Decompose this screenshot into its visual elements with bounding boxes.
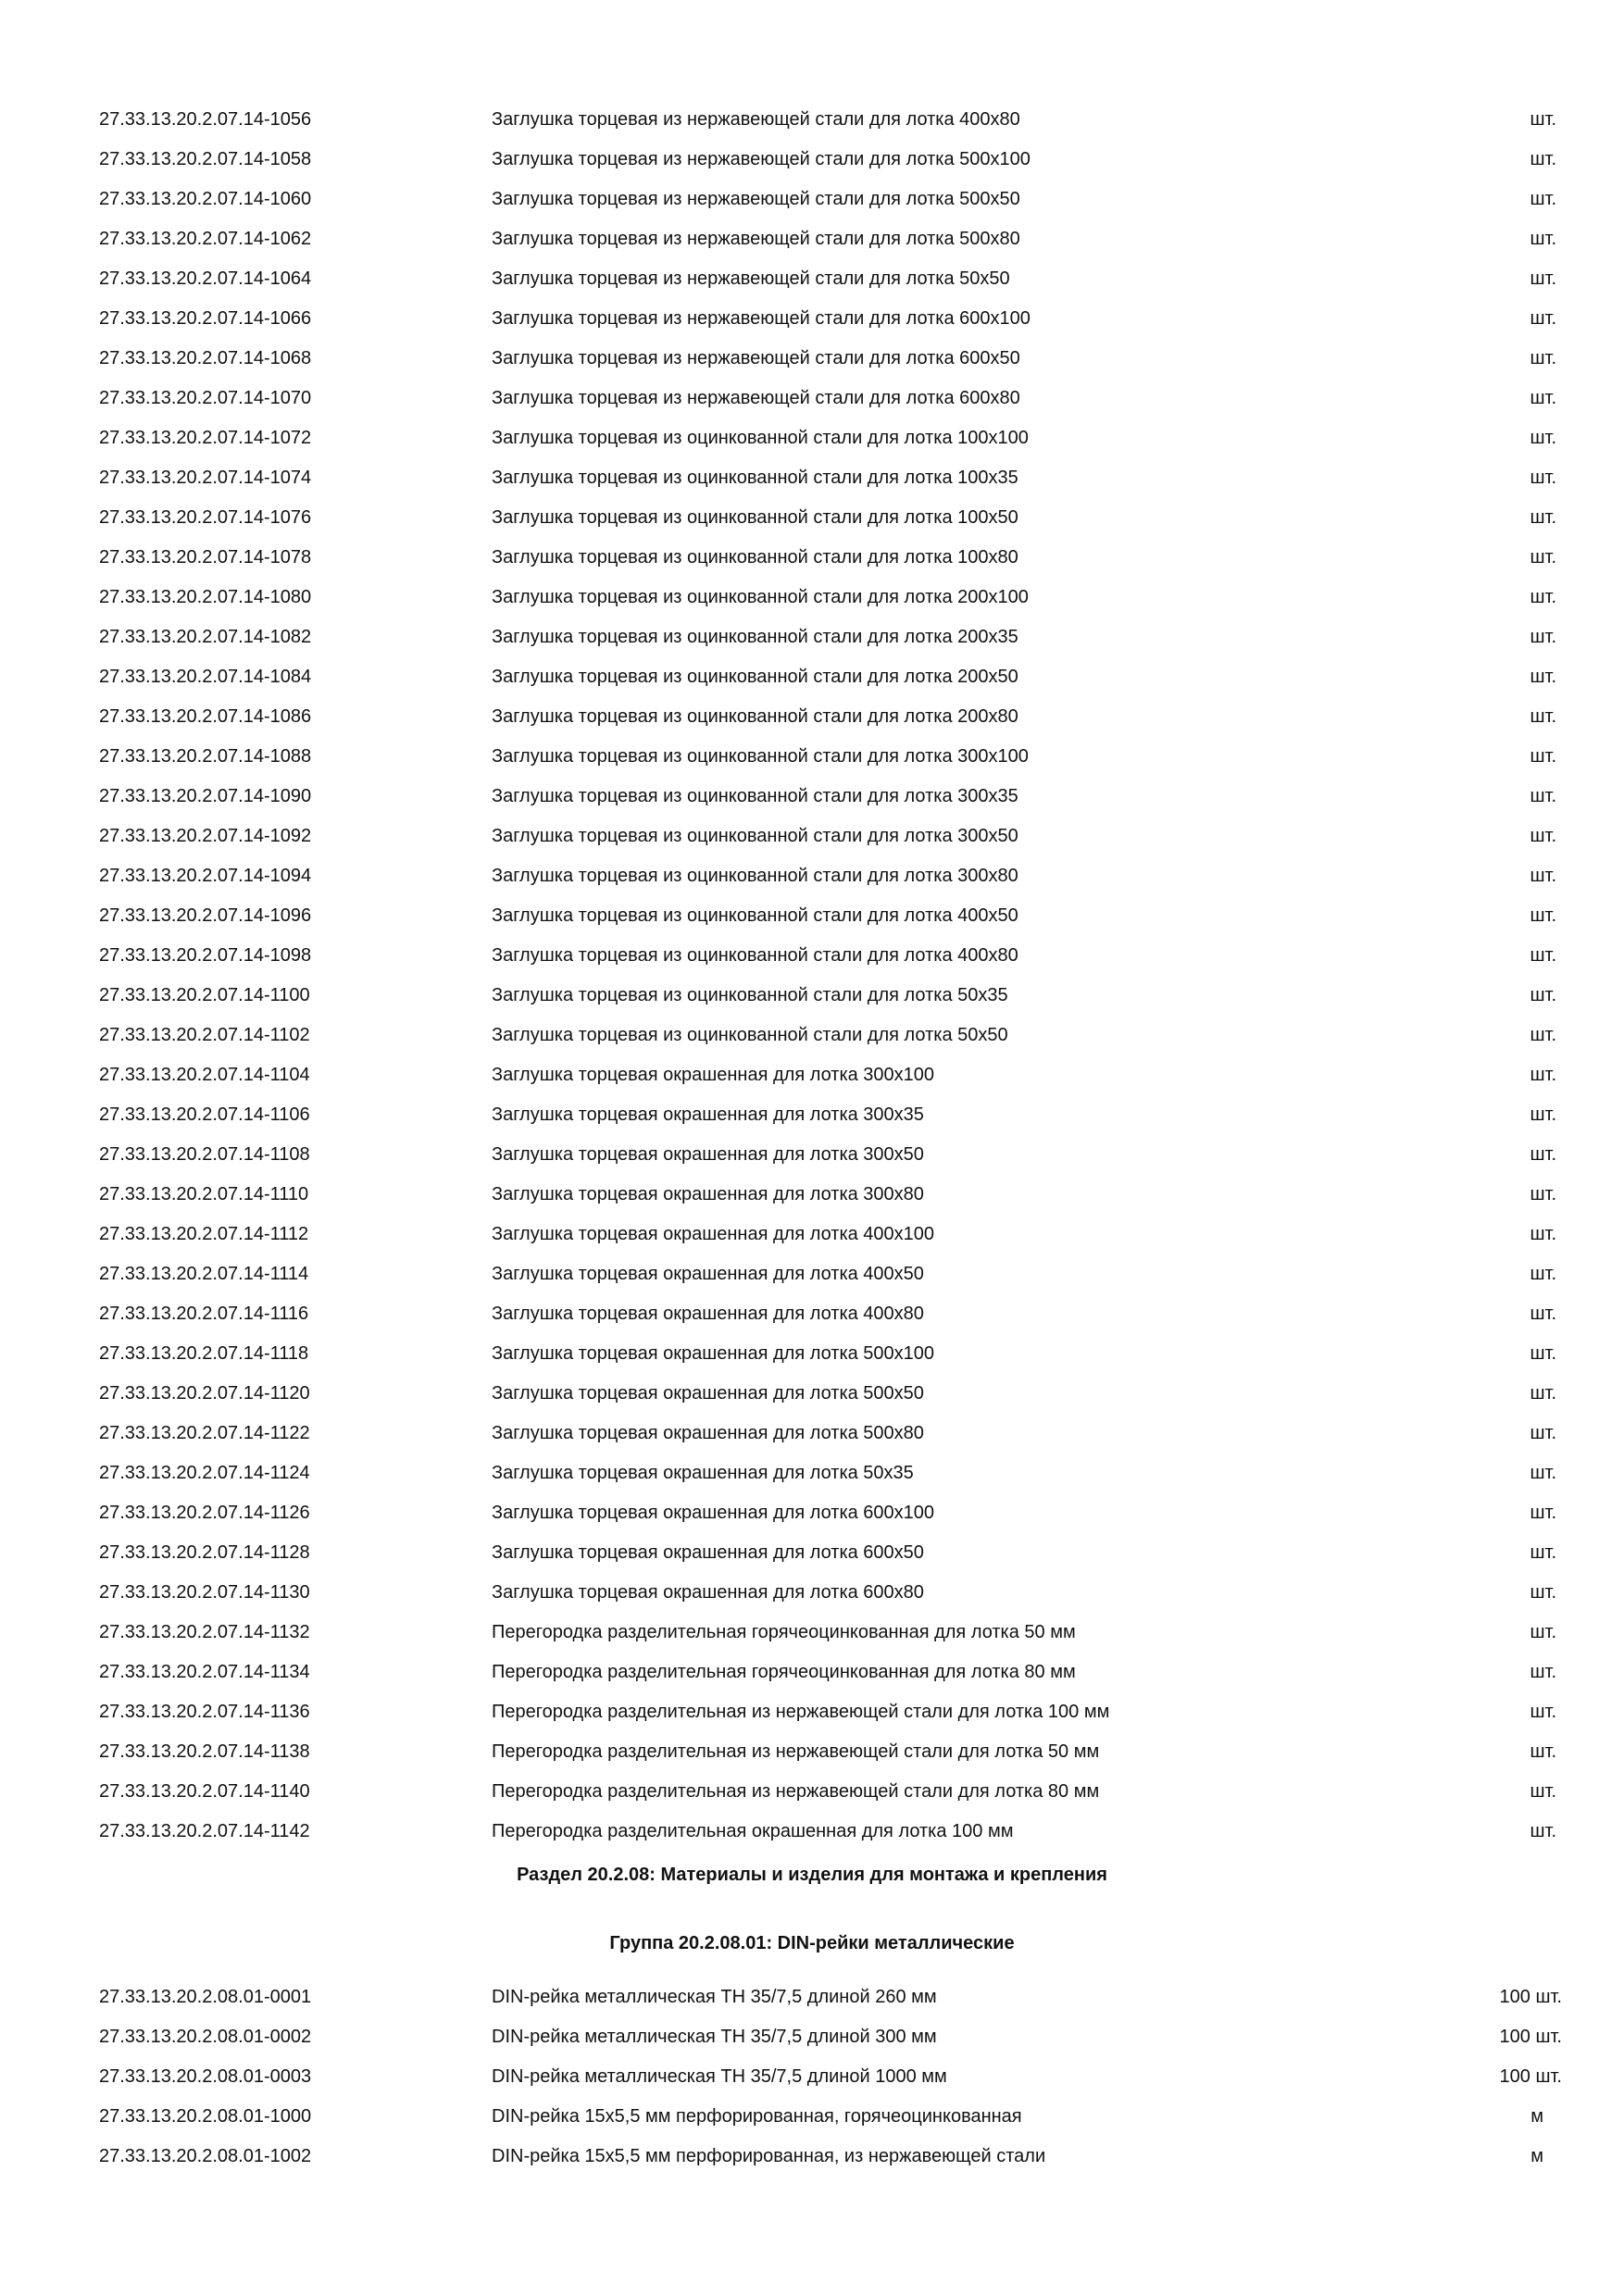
item-name: Заглушка торцевая из оцинкованной стали для лотка 100х80: [492, 547, 1018, 568]
item-code: 27.33.13.20.2.07.14-1056: [99, 109, 312, 130]
item-code: 27.33.13.20.2.07.14-1090: [99, 786, 312, 806]
table-row: [99, 140, 1562, 180]
item-name: Заглушка торцевая из оцинкованной стали для лотка 200х100: [492, 587, 1029, 607]
item-unit: шт.: [1530, 1383, 1556, 1404]
item-name: Заглушка торцевая из нержавеющей стали для лотка 500х50: [492, 189, 1020, 209]
item-code: 27.33.13.20.2.07.14-1120: [99, 1383, 310, 1404]
item-code: 27.33.13.20.2.07.14-1064: [99, 268, 312, 289]
table-row: [99, 2017, 1562, 2057]
item-code: 27.33.13.20.2.07.14-1070: [99, 388, 312, 408]
item-code: 27.33.13.20.2.07.14-1106: [99, 1104, 310, 1125]
table-row: [99, 618, 1562, 657]
item-code: 27.33.13.20.2.07.14-1130: [99, 1582, 310, 1603]
item-code: 27.33.13.20.2.07.14-1058: [99, 149, 312, 169]
item-name: DIN-рейка металлическая ТН 35/7,5 длиной 300 мм: [492, 2027, 937, 2047]
item-name: Заглушка торцевая окрашенная для лотка 500х80: [492, 1423, 924, 1443]
item-code: 27.33.13.20.2.08.01-0002: [99, 2027, 312, 2047]
item-name: Заглушка торцевая из нержавеющей стали для лотка 500х80: [492, 229, 1020, 249]
item-unit: шт.: [1530, 1582, 1556, 1603]
item-code: 27.33.13.20.2.07.14-1112: [99, 1224, 309, 1244]
item-name: Заглушка торцевая окрашенная для лотка 500х100: [492, 1343, 935, 1364]
item-code: 27.33.13.20.2.07.14-1124: [99, 1463, 310, 1483]
item-name: Заглушка торцевая окрашенная для лотка 300х100: [492, 1065, 935, 1085]
item-unit: шт.: [1530, 1025, 1556, 1045]
item-unit: шт.: [1530, 1542, 1556, 1563]
item-name: Заглушка торцевая окрашенная для лотка 400х50: [492, 1264, 924, 1284]
item-code: 27.33.13.20.2.07.14-1060: [99, 189, 312, 209]
item-unit: м: [1530, 2106, 1543, 2127]
item-unit: шт.: [1530, 189, 1556, 209]
table-row: [99, 1573, 1562, 1613]
item-unit: шт.: [1530, 1423, 1556, 1443]
table-row: [99, 1812, 1562, 1852]
item-code: 27.33.13.20.2.07.14-1084: [99, 667, 312, 687]
item-code: 27.33.13.20.2.07.14-1092: [99, 826, 312, 846]
item-unit: шт.: [1530, 866, 1556, 886]
item-name: Заглушка торцевая из оцинкованной стали для лотка 300х50: [492, 826, 1018, 846]
table-row: [99, 2137, 1562, 2177]
item-code: 27.33.13.20.2.07.14-1094: [99, 866, 312, 886]
item-code: 27.33.13.20.2.07.14-1118: [99, 1343, 309, 1364]
item-code: 27.33.13.20.2.07.14-1088: [99, 746, 312, 767]
item-unit: шт.: [1530, 149, 1556, 169]
item-unit: шт.: [1530, 1741, 1556, 1762]
item-name: Заглушка торцевая из нержавеющей стали для лотка 600х80: [492, 388, 1020, 408]
item-code: 27.33.13.20.2.07.14-1142: [99, 1821, 310, 1841]
item-name: Заглушка торцевая окрашенная для лотка 50х35: [492, 1463, 914, 1483]
item-name: Заглушка торцевая из оцинкованной стали для лотка 100х100: [492, 428, 1029, 448]
table-row: [99, 1374, 1562, 1414]
item-unit: шт.: [1530, 945, 1556, 966]
item-name: Заглушка торцевая из оцинкованной стали для лотка 50х50: [492, 1025, 1008, 1045]
group-heading: Группа 20.2.08.01: DIN-рейки металлические: [609, 1933, 1015, 1953]
table-row: [99, 1493, 1562, 1533]
item-name: Заглушка торцевая окрашенная для лотка 400х100: [492, 1224, 935, 1244]
item-name: Заглушка торцевая окрашенная для лотка 300х35: [492, 1104, 924, 1125]
item-code: 27.33.13.20.2.07.14-1086: [99, 706, 312, 727]
item-name: DIN-рейка 15х5,5 мм перфорированная, из нержавеющей стали: [492, 2146, 1046, 2166]
item-unit: 100 шт.: [1499, 2066, 1562, 2087]
item-name: Заглушка торцевая из нержавеющей стали для лотка 600х100: [492, 308, 1031, 329]
table-row: [99, 1254, 1562, 1294]
item-code: 27.33.13.20.2.07.14-1096: [99, 905, 312, 926]
item-code: 27.33.13.20.2.08.01-0003: [99, 2066, 312, 2087]
item-code: 27.33.13.20.2.07.14-1138: [99, 1741, 310, 1762]
table-row: [99, 1414, 1562, 1454]
item-name: Заглушка торцевая из нержавеющей стали для лотка 500х100: [492, 149, 1031, 169]
table-row: [99, 1692, 1562, 1732]
item-unit: шт.: [1530, 428, 1556, 448]
table-row: [99, 1732, 1562, 1772]
item-code: 27.33.13.20.2.07.14-1068: [99, 348, 312, 368]
table-row: [99, 896, 1562, 936]
item-code: 27.33.13.20.2.08.01-0001: [99, 1987, 312, 2007]
item-code: 27.33.13.20.2.07.14-1080: [99, 587, 312, 607]
item-unit: шт.: [1530, 507, 1556, 528]
table-row: [99, 2097, 1562, 2137]
item-unit: шт.: [1530, 1821, 1556, 1841]
item-code: 27.33.13.20.2.07.14-1066: [99, 308, 312, 329]
table-row: [99, 976, 1562, 1016]
item-unit: м: [1530, 2146, 1543, 2166]
item-unit: шт.: [1530, 547, 1556, 568]
item-name: Заглушка торцевая окрашенная для лотка 300х50: [492, 1144, 924, 1165]
item-name: Заглушка торцевая из оцинкованной стали для лотка 50х35: [492, 985, 1008, 1005]
item-code: 27.33.13.20.2.07.14-1132: [99, 1622, 310, 1642]
table-row: [99, 180, 1562, 219]
item-name: Заглушка торцевая из нержавеющей стали для лотка 400х80: [492, 109, 1020, 130]
item-code: 27.33.13.20.2.07.14-1108: [99, 1144, 310, 1165]
item-code: 27.33.13.20.2.07.14-1098: [99, 945, 312, 966]
item-name: Заглушка торцевая из оцинкованной стали для лотка 200х50: [492, 667, 1018, 687]
item-code: 27.33.13.20.2.08.01-1002: [99, 2146, 312, 2166]
item-unit: шт.: [1530, 627, 1556, 647]
item-name: Заглушка торцевая из оцинкованной стали для лотка 100х35: [492, 468, 1018, 488]
item-unit: шт.: [1530, 1104, 1556, 1125]
item-unit: шт.: [1530, 109, 1556, 130]
item-code: 27.33.13.20.2.07.14-1104: [99, 1065, 310, 1085]
table-row: [99, 936, 1562, 976]
item-name: Заглушка торцевая из нержавеющей стали для лотка 600х50: [492, 348, 1020, 368]
table-row: [99, 697, 1562, 737]
table-row: [99, 1653, 1562, 1692]
table-row: [99, 379, 1562, 418]
item-code: 27.33.13.20.2.07.14-1126: [99, 1503, 310, 1523]
item-name: Заглушка торцевая окрашенная для лотка 500х50: [492, 1383, 924, 1404]
table-row: [99, 1294, 1562, 1334]
item-name: Заглушка торцевая из оцинкованной стали для лотка 400х80: [492, 945, 1018, 966]
item-unit: шт.: [1530, 1781, 1556, 1802]
item-unit: шт.: [1530, 1224, 1556, 1244]
table-row: [99, 1978, 1562, 2017]
item-name: Заглушка торцевая из нержавеющей стали для лотка 50х50: [492, 268, 1010, 289]
item-code: 27.33.13.20.2.07.14-1140: [99, 1781, 310, 1802]
item-unit: шт.: [1530, 1184, 1556, 1204]
item-code: 27.33.13.20.2.07.14-1122: [99, 1423, 310, 1443]
item-name: Перегородка разделительная горячеоцинкованная для лотка 80 мм: [492, 1662, 1076, 1682]
item-unit: шт.: [1530, 229, 1556, 249]
item-unit: шт.: [1530, 746, 1556, 767]
table-row: [99, 2057, 1562, 2097]
item-unit: шт.: [1530, 786, 1556, 806]
item-unit: шт.: [1530, 1662, 1556, 1682]
item-unit: шт.: [1530, 308, 1556, 329]
table-row: [99, 1055, 1562, 1095]
item-unit: шт.: [1530, 1343, 1556, 1364]
table-row: [99, 259, 1562, 299]
item-name: Перегородка разделительная из нержавеющей стали для лотка 80 мм: [492, 1781, 1100, 1802]
table-row: [99, 219, 1562, 259]
item-unit: шт.: [1530, 667, 1556, 687]
item-unit: 100 шт.: [1499, 2027, 1562, 2047]
item-name: Заглушка торцевая окрашенная для лотка 300х80: [492, 1184, 924, 1204]
item-code: 27.33.13.20.2.07.14-1082: [99, 627, 312, 647]
item-unit: шт.: [1530, 1264, 1556, 1284]
item-name: Заглушка торцевая окрашенная для лотка 400х80: [492, 1304, 924, 1324]
item-code: 27.33.13.20.2.07.14-1072: [99, 428, 312, 448]
item-name: Перегородка разделительная горячеоцинкованная для лотка 50 мм: [492, 1622, 1076, 1642]
item-name: Заглушка торцевая окрашенная для лотка 600х80: [492, 1582, 924, 1603]
item-unit: шт.: [1530, 1304, 1556, 1324]
item-code: 27.33.13.20.2.07.14-1074: [99, 468, 312, 488]
item-name: Заглушка торцевая из оцинкованной стали для лотка 300х80: [492, 866, 1018, 886]
item-code: 27.33.13.20.2.07.14-1062: [99, 229, 312, 249]
item-name: DIN-рейка металлическая ТН 35/7,5 длиной 260 мм: [492, 1987, 937, 2007]
table-row: [99, 299, 1562, 339]
item-unit: шт.: [1530, 468, 1556, 488]
item-name: Заглушка торцевая из оцинкованной стали для лотка 200х35: [492, 627, 1018, 647]
item-unit: шт.: [1530, 1503, 1556, 1523]
item-unit: шт.: [1530, 388, 1556, 408]
table-row: [99, 777, 1562, 817]
table-row: [99, 339, 1562, 379]
table-row: [99, 1175, 1562, 1215]
item-unit: шт.: [1530, 1622, 1556, 1642]
item-unit: шт.: [1530, 587, 1556, 607]
item-name: DIN-рейка 15х5,5 мм перфорированная, горячеоцинкованная: [492, 2106, 1022, 2127]
item-code: 27.33.13.20.2.07.14-1134: [99, 1662, 310, 1682]
item-code: 27.33.13.20.2.07.14-1136: [99, 1702, 310, 1722]
item-code: 27.33.13.20.2.07.14-1116: [99, 1304, 309, 1324]
item-name: Перегородка разделительная из нержавеющей стали для лотка 50 мм: [492, 1741, 1100, 1762]
table-row: [99, 578, 1562, 618]
item-name: Заглушка торцевая окрашенная для лотка 600х50: [492, 1542, 924, 1563]
table-row: [99, 657, 1562, 697]
table-row: [99, 1095, 1562, 1135]
item-code: 27.33.13.20.2.08.01-1000: [99, 2106, 312, 2127]
item-code: 27.33.13.20.2.07.14-1078: [99, 547, 312, 568]
item-unit: шт.: [1530, 985, 1556, 1005]
item-code: 27.33.13.20.2.07.14-1076: [99, 507, 312, 528]
item-unit: шт.: [1530, 826, 1556, 846]
table-row: [99, 856, 1562, 896]
item-name: Заглушка торцевая из оцинкованной стали для лотка 300х100: [492, 746, 1029, 767]
table-row: [99, 1454, 1562, 1493]
table-row: [99, 1016, 1562, 1055]
table-row: [99, 1215, 1562, 1254]
item-code: 27.33.13.20.2.07.14-1114: [99, 1264, 309, 1284]
table-row: [99, 458, 1562, 498]
table-row: [99, 418, 1562, 458]
price-table-bottom: [99, 1978, 1562, 2177]
item-name: Заглушка торцевая из оцинкованной стали для лотка 200х80: [492, 706, 1018, 727]
table-row: [99, 1613, 1562, 1653]
item-unit: шт.: [1530, 1463, 1556, 1483]
table-row: [99, 1135, 1562, 1175]
item-name: Заглушка торцевая из оцинкованной стали для лотка 400х50: [492, 905, 1018, 926]
item-name: Заглушка торцевая окрашенная для лотка 600х100: [492, 1503, 935, 1523]
item-unit: шт.: [1530, 348, 1556, 368]
item-unit: шт.: [1530, 905, 1556, 926]
item-name: Заглушка торцевая из оцинкованной стали для лотка 100х50: [492, 507, 1018, 528]
table-row: [99, 1334, 1562, 1374]
table-row: [99, 538, 1562, 578]
item-name: Заглушка торцевая из оцинкованной стали для лотка 300х35: [492, 786, 1018, 806]
item-unit: 100 шт.: [1499, 1987, 1562, 2007]
item-code: 27.33.13.20.2.07.14-1128: [99, 1542, 310, 1563]
section-heading: Раздел 20.2.08: Материалы и изделия для монтажа и крепления: [517, 1865, 1107, 1885]
item-unit: шт.: [1530, 1702, 1556, 1722]
item-unit: шт.: [1530, 706, 1556, 727]
item-code: 27.33.13.20.2.07.14-1100: [99, 985, 310, 1005]
table-row: [99, 100, 1562, 140]
table-row: [99, 1772, 1562, 1812]
item-name: Перегородка разделительная окрашенная для лотка 100 мм: [492, 1821, 1014, 1841]
item-unit: шт.: [1530, 268, 1556, 289]
table-row: [99, 1533, 1562, 1573]
item-code: 27.33.13.20.2.07.14-1110: [99, 1184, 309, 1204]
table-row: [99, 817, 1562, 856]
item-unit: шт.: [1530, 1144, 1556, 1165]
item-name: DIN-рейка металлическая ТН 35/7,5 длиной 1000 мм: [492, 2066, 947, 2087]
item-code: 27.33.13.20.2.07.14-1102: [99, 1025, 310, 1045]
table-row: [99, 498, 1562, 538]
item-name: Перегородка разделительная из нержавеющей стали для лотка 100 мм: [492, 1702, 1110, 1722]
item-unit: шт.: [1530, 1065, 1556, 1085]
table-row: [99, 737, 1562, 777]
price-table-top: [99, 100, 1562, 1852]
